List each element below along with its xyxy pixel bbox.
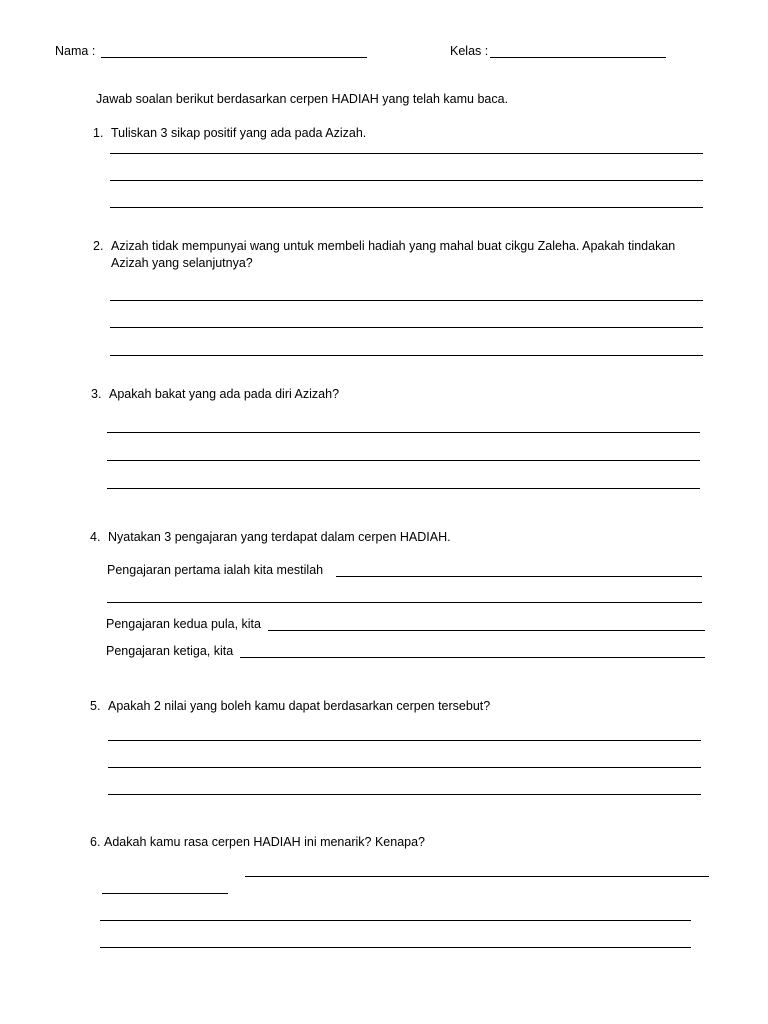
question-3-number: 3. xyxy=(91,387,102,401)
answer-line[interactable] xyxy=(100,947,691,948)
answer-line[interactable] xyxy=(110,327,703,328)
answer-line[interactable] xyxy=(108,740,701,741)
question-6-text: Adakah kamu rasa cerpen HADIAH ini menarik? Kenapa? xyxy=(104,835,426,849)
lesson-prompt-2: Pengajaran kedua pula, kita xyxy=(106,617,261,631)
answer-line[interactable] xyxy=(100,920,691,921)
answer-line[interactable] xyxy=(336,576,702,577)
answer-line[interactable] xyxy=(110,300,703,301)
question-6-number: 6. xyxy=(90,835,101,849)
instruction-text: Jawab soalan berikut berdasarkan cerpen HADIAH yang telah kamu baca. xyxy=(96,92,509,106)
name-label: Nama : xyxy=(55,44,96,58)
class-label: Kelas : xyxy=(450,44,489,58)
question-5-number: 5. xyxy=(90,699,101,713)
question-4-text: Nyatakan 3 pengajaran yang terdapat dalam cerpen HADIAH. xyxy=(108,530,451,544)
answer-line[interactable] xyxy=(107,432,700,433)
class-field[interactable] xyxy=(490,57,666,58)
answer-line[interactable] xyxy=(245,876,709,877)
answer-line[interactable] xyxy=(240,657,705,658)
answer-line[interactable] xyxy=(102,893,228,894)
question-1-text: Tuliskan 3 sikap positif yang ada pada Azizah. xyxy=(111,126,367,140)
question-3-text: Apakah bakat yang ada pada diri Azizah? xyxy=(109,387,340,401)
answer-line[interactable] xyxy=(108,767,701,768)
question-5-text: Apakah 2 nilai yang boleh kamu dapat berdasarkan cerpen tersebut? xyxy=(108,699,491,713)
answer-line[interactable] xyxy=(107,602,702,603)
answer-line[interactable] xyxy=(110,180,703,181)
answer-line[interactable] xyxy=(110,355,703,356)
question-4-number: 4. xyxy=(90,530,101,544)
lesson-prompt-3: Pengajaran ketiga, kita xyxy=(106,644,234,658)
answer-line[interactable] xyxy=(108,794,701,795)
name-field[interactable] xyxy=(101,57,367,58)
question-2-number: 2. xyxy=(93,239,104,253)
answer-line[interactable] xyxy=(110,153,703,154)
answer-line[interactable] xyxy=(268,630,705,631)
question-2-text-cont: Azizah yang selanjutnya? xyxy=(111,256,253,270)
answer-line[interactable] xyxy=(107,460,700,461)
lesson-prompt-1: Pengajaran pertama ialah kita mestilah xyxy=(107,563,324,577)
answer-line[interactable] xyxy=(110,207,703,208)
question-2-text: Azizah tidak mempunyai wang untuk membeli hadiah yang mahal buat cikgu Zaleha. Apakah tindakan xyxy=(111,239,676,253)
answer-line[interactable] xyxy=(107,488,700,489)
question-1-number: 1. xyxy=(93,126,104,140)
